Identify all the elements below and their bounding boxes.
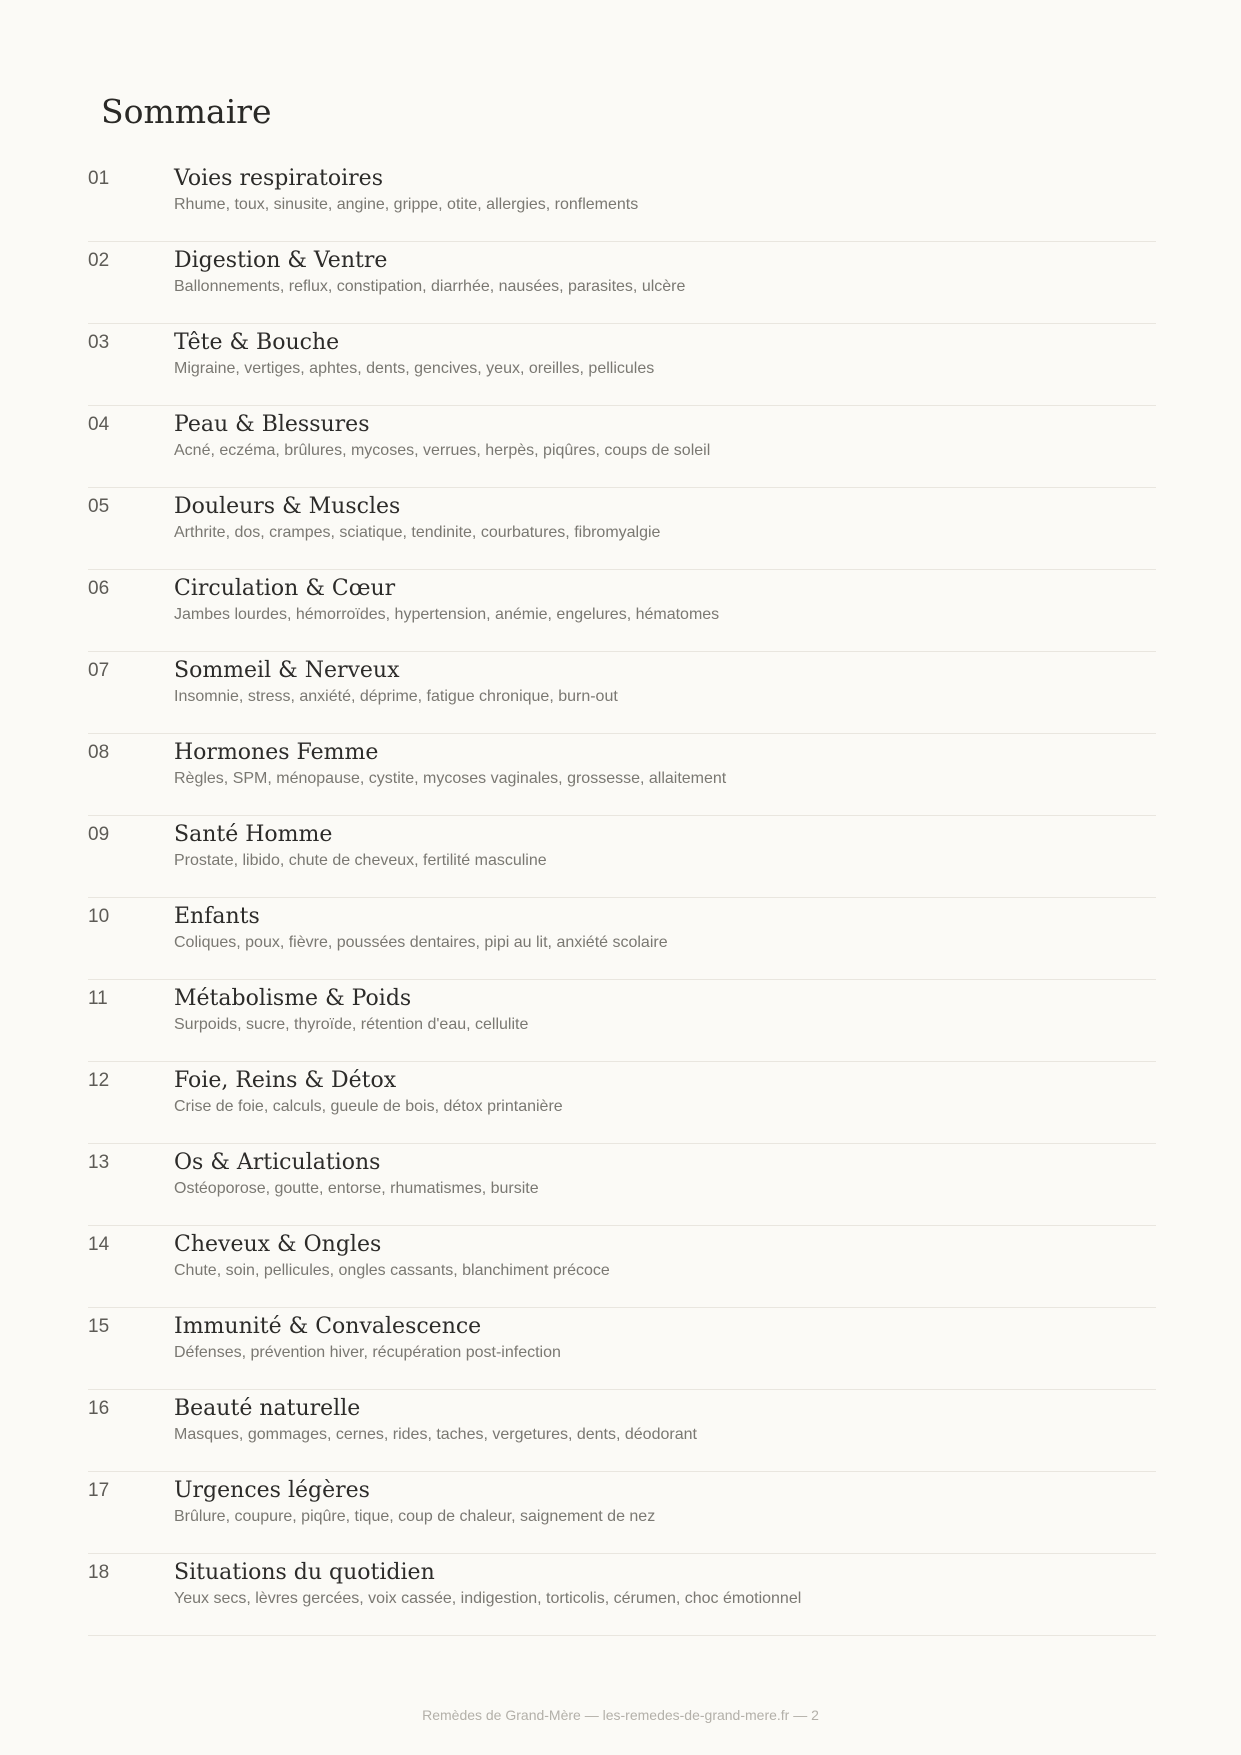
toc-item[interactable] [88, 160, 1156, 242]
toc-item-description: Règles, SPM, ménopause, cystite, mycoses vaginales, grossesse, allaitement [174, 770, 727, 787]
toc-item-description: Ostéoporose, goutte, entorse, rhumatismes, bursite [174, 1180, 539, 1197]
toc-item-title[interactable]: Os & Articulations [174, 1150, 381, 1175]
toc-item-number: 13 [88, 1152, 110, 1173]
toc-item-description: Chute, soin, pellicules, ongles cassants, blanchiment précoce [174, 1262, 610, 1279]
toc-item-description: Masques, gommages, cernes, rides, taches, vergetures, dents, déodorant [174, 1426, 697, 1443]
toc-item[interactable] [88, 324, 1156, 406]
toc-item-number: 06 [88, 578, 110, 599]
toc-item[interactable] [88, 652, 1156, 734]
toc-item[interactable] [88, 1554, 1156, 1636]
toc-item-description: Rhume, toux, sinusite, angine, grippe, otite, allergies, ronflements [174, 196, 639, 213]
toc-item-number: 03 [88, 332, 110, 353]
toc-item-title[interactable]: Métabolisme & Poids [174, 986, 412, 1011]
toc-item-number: 12 [88, 1070, 110, 1091]
toc-item-number: 07 [88, 660, 110, 681]
toc-item-description: Ballonnements, reflux, constipation, diarrhée, nausées, parasites, ulcère [174, 278, 686, 295]
toc-item[interactable] [88, 1144, 1156, 1226]
toc-item-title[interactable]: Enfants [174, 904, 260, 929]
toc-item[interactable] [88, 1390, 1156, 1472]
page-footer: Remèdes de Grand-Mère — les-remedes-de-grand-mere.fr — 2 [422, 1707, 819, 1723]
toc-item[interactable] [88, 1308, 1156, 1390]
toc-item-title[interactable]: Immunité & Convalescence [174, 1314, 482, 1339]
toc-item-number: 05 [88, 496, 110, 517]
toc-item-title[interactable]: Sommeil & Nerveux [174, 658, 400, 683]
toc-item-title[interactable]: Foie, Reins & Détox [174, 1068, 397, 1093]
toc-item-description: Défenses, prévention hiver, récupération post-infection [174, 1344, 561, 1361]
toc-item-title[interactable]: Cheveux & Ongles [174, 1232, 382, 1257]
toc-item[interactable] [88, 734, 1156, 816]
toc-item-description: Acné, eczéma, brûlures, mycoses, verrues, herpès, piqûres, coups de soleil [174, 442, 711, 459]
toc-item-number: 02 [88, 250, 110, 271]
toc-item-number: 09 [88, 824, 110, 845]
toc-item-number: 15 [88, 1316, 110, 1337]
toc-item-number: 10 [88, 906, 110, 927]
toc-item-title[interactable]: Tête & Bouche [174, 330, 340, 355]
toc-item-title[interactable]: Santé Homme [174, 822, 333, 847]
toc-item-description: Prostate, libido, chute de cheveux, fertilité masculine [174, 852, 547, 869]
toc-item[interactable] [88, 570, 1156, 652]
toc-item-description: Brûlure, coupure, piqûre, tique, coup de chaleur, saignement de nez [174, 1508, 656, 1525]
toc-item[interactable] [88, 242, 1156, 324]
toc-item-number: 14 [88, 1234, 110, 1255]
toc-item-description: Coliques, poux, fièvre, poussées dentaires, pipi au lit, anxiété scolaire [174, 934, 668, 951]
toc-item[interactable] [88, 488, 1156, 570]
toc-item[interactable] [88, 816, 1156, 898]
toc-item[interactable] [88, 1472, 1156, 1554]
toc-item-description: Yeux secs, lèvres gercées, voix cassée, indigestion, torticolis, cérumen, choc émotionnel [174, 1590, 802, 1607]
toc-item[interactable] [88, 980, 1156, 1062]
page-title: Sommaire [101, 92, 272, 131]
toc-item-title[interactable]: Digestion & Ventre [174, 248, 388, 273]
toc-item-number: 04 [88, 414, 110, 435]
toc-item-title[interactable]: Voies respiratoires [174, 166, 383, 191]
toc-item[interactable] [88, 406, 1156, 488]
toc-item-title[interactable]: Hormones Femme [174, 740, 379, 765]
table-of-contents [88, 160, 1156, 1636]
toc-item-description: Surpoids, sucre, thyroïde, rétention d'eau, cellulite [174, 1016, 529, 1033]
toc-item-title[interactable]: Urgences légères [174, 1478, 370, 1503]
toc-item-description: Crise de foie, calculs, gueule de bois, détox printanière [174, 1098, 563, 1115]
toc-item-number: 11 [88, 988, 108, 1009]
toc-item-number: 17 [88, 1480, 110, 1501]
toc-item-title[interactable]: Douleurs & Muscles [174, 494, 401, 519]
toc-item-number: 16 [88, 1398, 110, 1419]
toc-item-number: 18 [88, 1562, 110, 1583]
toc-item[interactable] [88, 1062, 1156, 1144]
toc-item-number: 01 [88, 168, 110, 189]
toc-item-title[interactable]: Beauté naturelle [174, 1396, 361, 1421]
toc-item[interactable] [88, 1226, 1156, 1308]
toc-item-number: 08 [88, 742, 110, 763]
toc-item-description: Arthrite, dos, crampes, sciatique, tendinite, courbatures, fibromyalgie [174, 524, 661, 541]
toc-item-title[interactable]: Peau & Blessures [174, 412, 370, 437]
toc-item-description: Jambes lourdes, hémorroïdes, hypertension, anémie, engelures, hématomes [174, 606, 720, 623]
toc-item[interactable] [88, 898, 1156, 980]
toc-item-title[interactable]: Situations du quotidien [174, 1560, 435, 1585]
toc-item-title[interactable]: Circulation & Cœur [174, 576, 396, 601]
toc-item-description: Migraine, vertiges, aphtes, dents, gencives, yeux, oreilles, pellicules [174, 360, 655, 377]
toc-item-description: Insomnie, stress, anxiété, déprime, fatigue chronique, burn-out [174, 688, 618, 705]
